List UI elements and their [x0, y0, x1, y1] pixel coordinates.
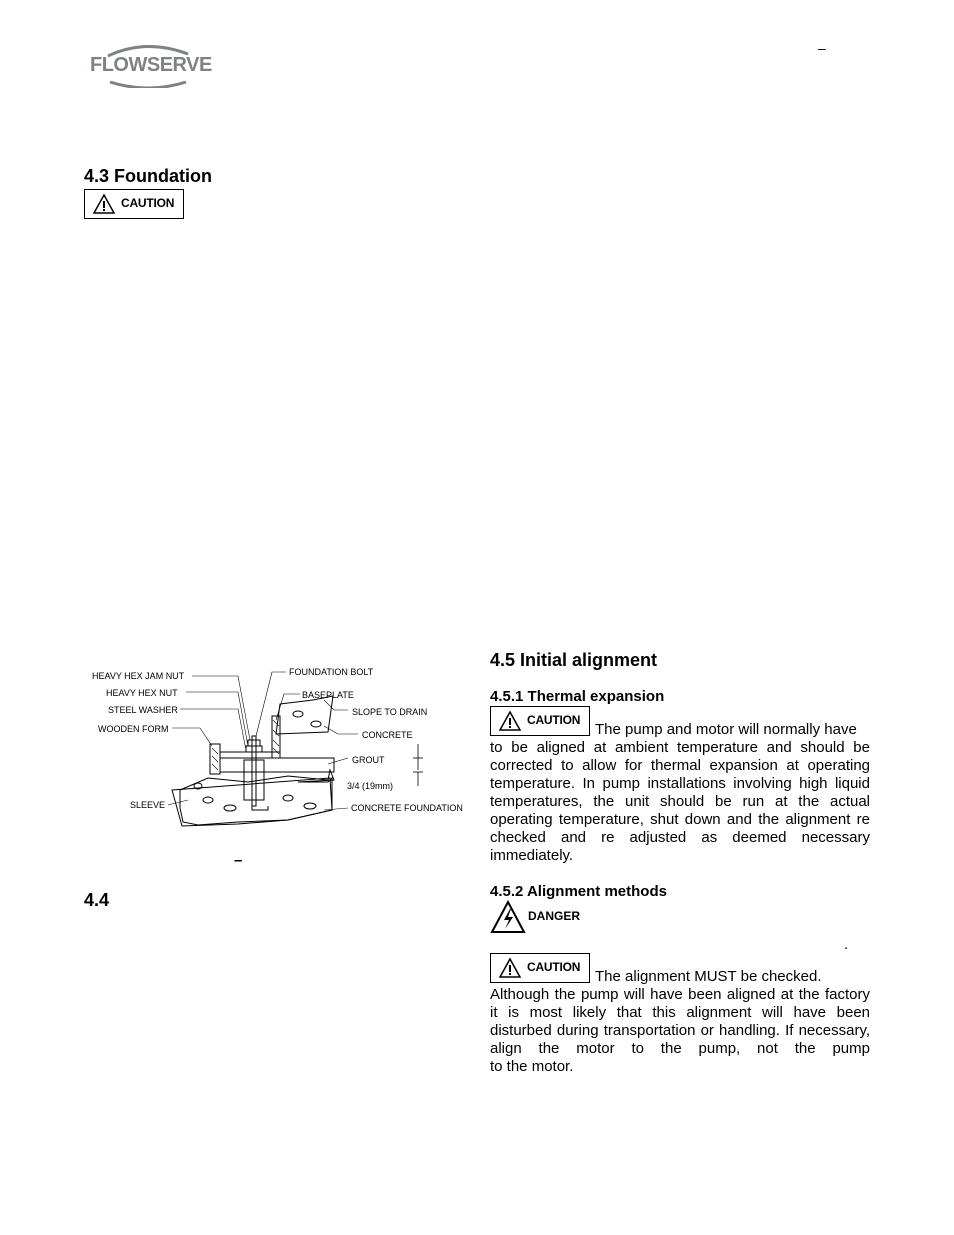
- warning-triangle-icon: [499, 957, 521, 979]
- label-wooden-form: WOODEN FORM: [98, 724, 169, 734]
- danger-label: DANGER: [528, 909, 581, 923]
- methods-first-line: The alignment MUST be checked.: [595, 968, 822, 985]
- logo-text: FLOWSERVE: [90, 54, 212, 76]
- methods-paragraph: [490, 986, 870, 1076]
- caution-badge: [84, 189, 184, 219]
- label-slope: SLOPE TO DRAIN: [352, 707, 428, 717]
- header-dash: –: [818, 40, 826, 56]
- section-title-initial-alignment: 4.5 Initial alignment: [490, 650, 658, 670]
- caution-label: CAUTION: [527, 713, 581, 727]
- foundation-bolt-diagram: [88, 660, 468, 840]
- warning-triangle-icon: [93, 193, 115, 215]
- flowserve-logo: [88, 42, 212, 88]
- subsection-title-thermal: 4.5.1 Thermal expansion: [490, 688, 665, 705]
- danger-period: .: [844, 936, 849, 953]
- caution-badge-methods: [490, 953, 590, 983]
- electrical-hazard-icon: [490, 900, 526, 934]
- thermal-first-line: The pump and motor will normally have: [595, 721, 857, 738]
- section-title-4-4: 4.4: [84, 890, 110, 910]
- label-sleeve: SLEEVE: [130, 800, 166, 810]
- label-concrete: CONCRETE: [362, 730, 413, 740]
- label-grout: GROUT: [352, 755, 385, 765]
- warning-triangle-icon: [499, 710, 521, 732]
- caution-badge-thermal: [490, 706, 590, 736]
- thermal-paragraph: [490, 739, 870, 865]
- thermal-body: to be aligned at ambient temperature and should be corrected to allow for thermal expansion at operating temperature. In pump installations involving high liquid temperatures, the unit should be run at the actual operating temperature, shut down and the alignment re checked and re adjusted as deemed necessary: [490, 739, 870, 846]
- label-baseplate: BASEPLATE: [302, 690, 354, 700]
- danger-badge: [490, 900, 590, 934]
- label-foundation-bolt: FOUNDATION BOLT: [289, 667, 374, 677]
- section-title-foundation: 4.3 Foundation: [84, 166, 212, 186]
- caution-label: CAUTION: [527, 960, 581, 974]
- methods-body: Although the pump will have been aligned at the factory it is most likely that this alignment will have been disturbed during transportation or handling. If necessary, align the motor to the pump, not the pump: [490, 986, 870, 1057]
- thermal-last-line: immediately.: [490, 847, 574, 864]
- label-dimension: 3/4 (19mm): [347, 781, 394, 791]
- label-hex-nut: HEAVY HEX NUT: [106, 688, 178, 698]
- subsection-title-methods: 4.5.2 Alignment methods: [490, 883, 667, 900]
- label-concrete-foundation: CONCRETE FOUNDATION: [351, 803, 463, 813]
- methods-last-line: to the motor.: [490, 1058, 574, 1075]
- figure-caption-dash: –: [234, 852, 243, 869]
- caution-label: CAUTION: [121, 196, 175, 210]
- label-washer: STEEL WASHER: [108, 705, 178, 715]
- label-jam-nut: HEAVY HEX JAM NUT: [92, 671, 185, 681]
